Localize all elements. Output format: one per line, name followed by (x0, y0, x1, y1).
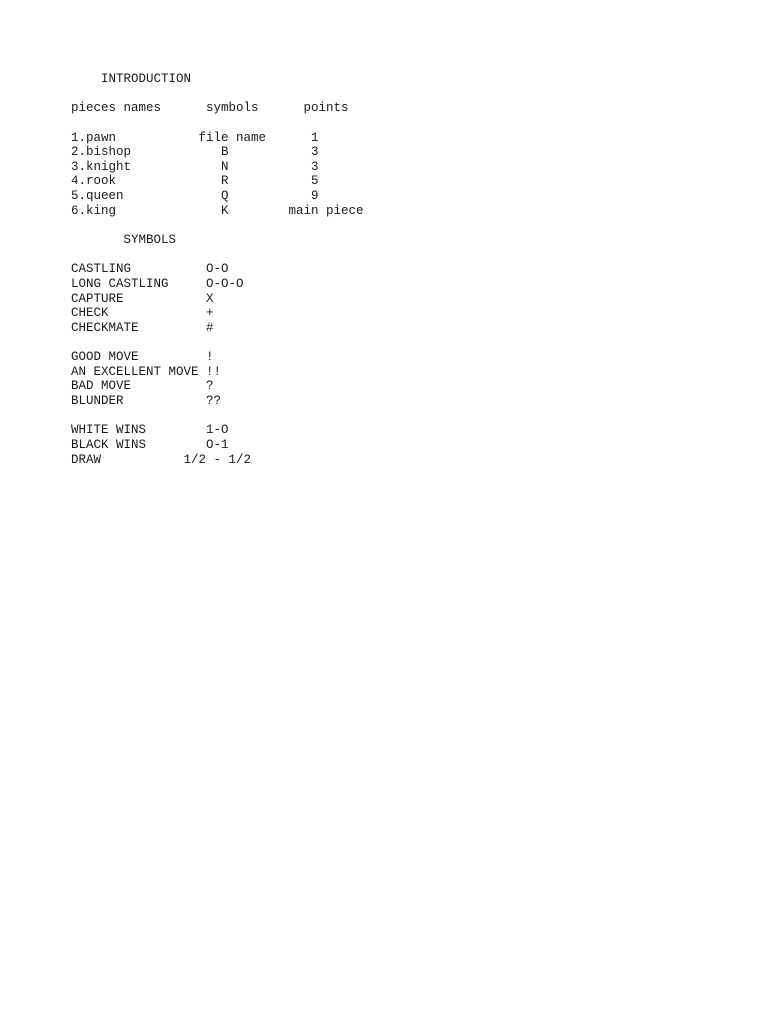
text-line (71, 336, 364, 351)
text-line: 3.knight N 3 (71, 159, 319, 174)
chess-notation-text (71, 72, 364, 467)
text-line: CHECKMATE # (71, 320, 214, 335)
text-line: BAD MOVE ? (71, 379, 214, 394)
text-line: AN EXCELLENT MOVE !! (71, 364, 222, 379)
text-line: 4.rook R 5 (71, 174, 319, 189)
text-line: CHECK + (71, 306, 214, 321)
text-line: LONG CASTLING O-O-O (71, 276, 244, 291)
text-line: GOOD MOVE ! (71, 350, 214, 365)
text-line: DRAW 1/2 - 1/2 (71, 452, 252, 467)
text-line (71, 409, 364, 424)
text-line: SYMBOLS (71, 233, 177, 248)
text-line: CAPTURE X (71, 291, 214, 306)
text-line: BLUNDER ?? (71, 394, 222, 409)
text-line: INTRODUCTION (71, 72, 192, 86)
text-line (71, 218, 364, 233)
text-line: 5.queen Q 9 (71, 189, 319, 204)
text-line (71, 248, 364, 263)
text-line: 2.bishop B 3 (71, 145, 319, 160)
text-line (71, 87, 364, 102)
text-line: 6.king K main piece (71, 203, 364, 218)
text-line: CASTLING O-O (71, 262, 229, 277)
text-line: BLACK WINS O-1 (71, 438, 229, 453)
text-line: 1.pawn file name 1 (71, 130, 319, 145)
text-line (71, 116, 364, 131)
text-line: pieces names symbols points (71, 101, 349, 116)
text-line: WHITE WINS 1-O (71, 423, 229, 438)
